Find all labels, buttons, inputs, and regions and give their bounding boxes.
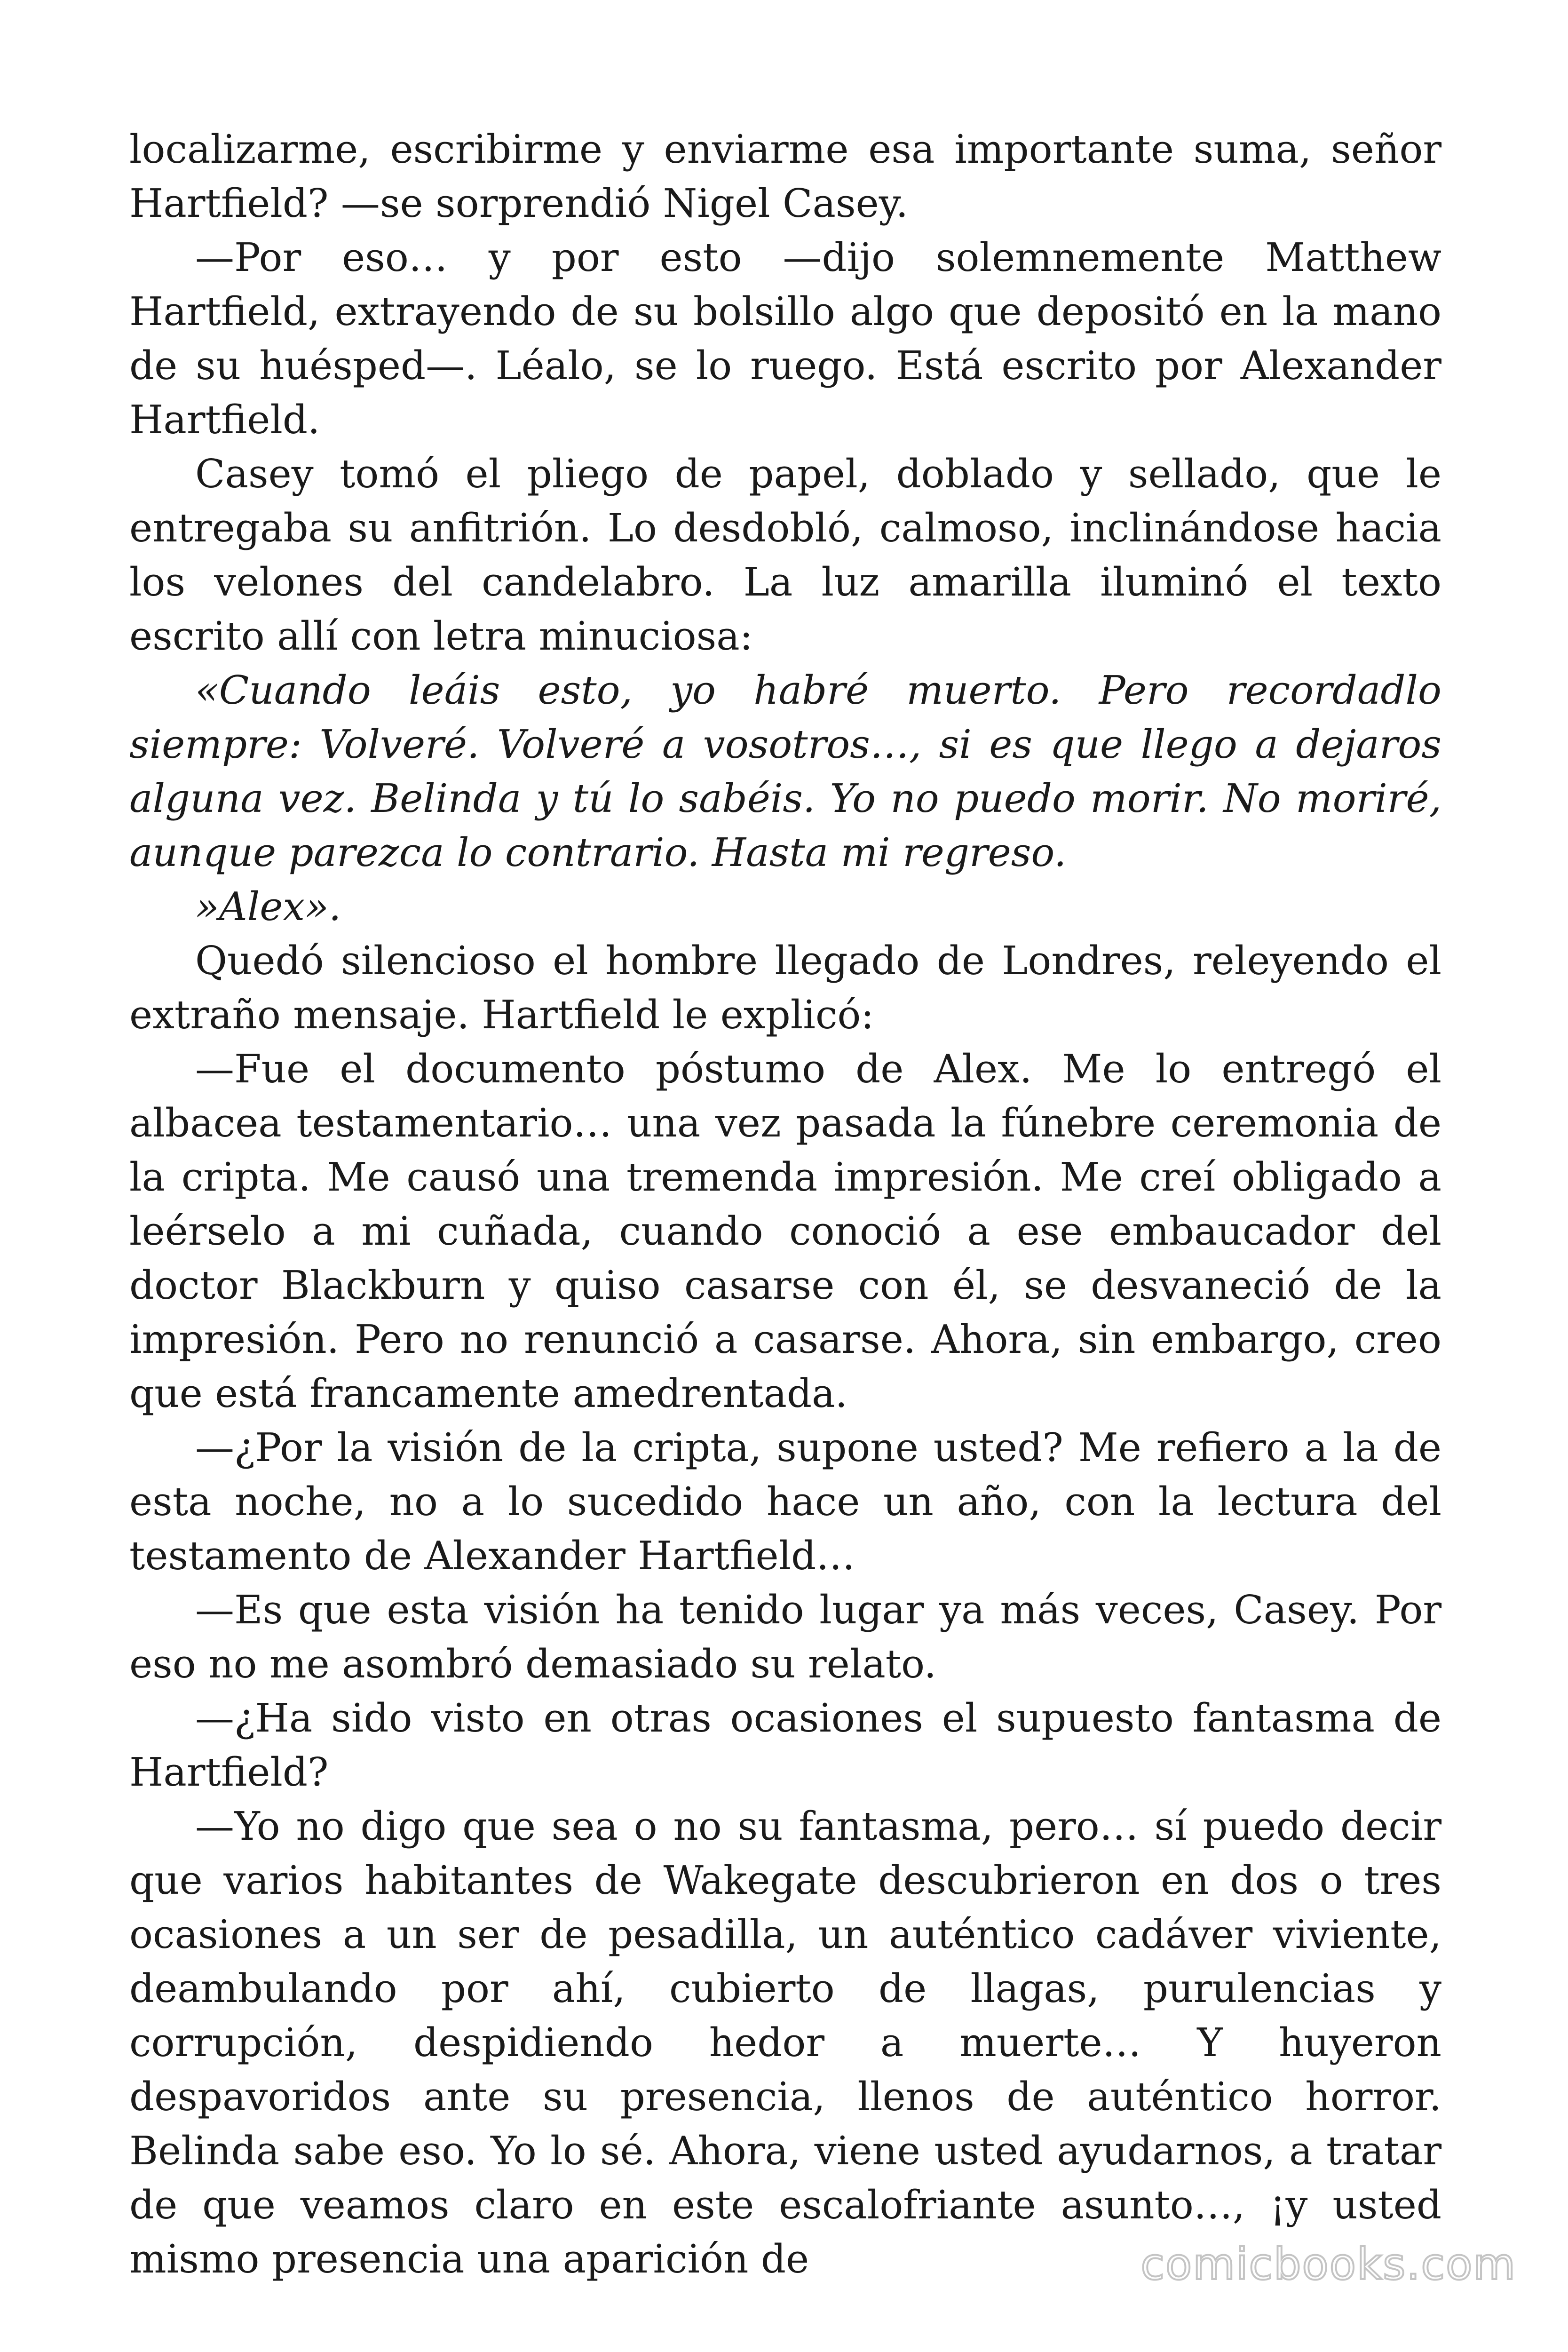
paragraph-10: —¿Ha sido visto en otras ocasiones el supuesto fantasma de Hartfield? [129,1695,1441,1795]
paragraph-8: —¿Por la visión de la cripta, supone usted? Me refiero a la de esta noche, no a lo sucedido hace un año, con la lectura del testamento de Alexander Hartfield… [129,1425,1441,1579]
letter-signature: »Alex». [195,884,341,930]
paragraph-6: Quedó silencioso el hombre llegado de Londres, releyendo el extraño mensaje. Hartfield le explicó: [129,938,1441,1038]
paragraph-3: Casey tomó el pliego de papel, doblado y sellado, que le entregaba su anfitrión. Lo desdobló, calmoso, inclinándose hacia los velones del candelabro. La luz amarilla iluminó el texto escrito allí con letra minuciosa: [129,451,1441,659]
page-body [129,122,1441,2286]
paragraph-11: —Yo no digo que sea o no su fantasma, pero… sí puedo decir que varios habitantes de Wakegate descubrieron en dos o tres ocasiones a un ser de pesadilla, un auténtico cadáver viviente, deambulando por ahí, cubierto de llagas, purulencias y corrupción, despidiendo hedor a muerte… Y huyeron despavoridos ante su presencia, llenos de auténtico horror. Belinda sabe eso. Yo lo sé. Ahora, viene usted ayudarnos, a tratar de que veamos claro en este escalofriante asunto…, ¡y usted mismo presencia una aparición de [129,1804,1441,2282]
paragraph-1: localizarme, escribirme y enviarme esa importante suma, señor Hartfield? —se sorprendió Nigel Casey. [129,127,1441,226]
paragraph-2: —Por eso… y por esto —dijo solemnemente Matthew Hartfield, extrayendo de su bolsillo algo que depositó en la mano de su huésped—. Léalo, se lo ruego. Está escrito por Alexander Hartfield. [129,235,1441,443]
watermark: comicbooks.com [1140,2239,1516,2289]
paragraph-9: —Es que esta visión ha tenido lugar ya más veces, Casey. Por eso no me asombró demasiado su relato. [129,1587,1441,1687]
letter-quote: «Cuando leáis esto, yo habré muerto. Pero recordadlo siempre: Volveré. Volveré a vosotros…, si es que llego a dejaros alguna vez. Belinda y tú lo sabéis. Yo no puedo morir. No moriré, aunque parezca lo contrario. Hasta mi regreso. [129,667,1441,875]
paragraph-7: —Fue el documento póstumo de Alex. Me lo entregó el albacea testamentario… una vez pasada la fúnebre ceremonia de la cripta. Me causó una tremenda impresión. Me creí obligado a leérselo a mi cuñada, cuando conoció a ese embaucador del doctor Blackburn y quiso casarse con él, se desvaneció de la impresión. Pero no renunció a casarse. Ahora, sin embargo, creo que está francamente amedrentada. [129,1046,1441,1416]
